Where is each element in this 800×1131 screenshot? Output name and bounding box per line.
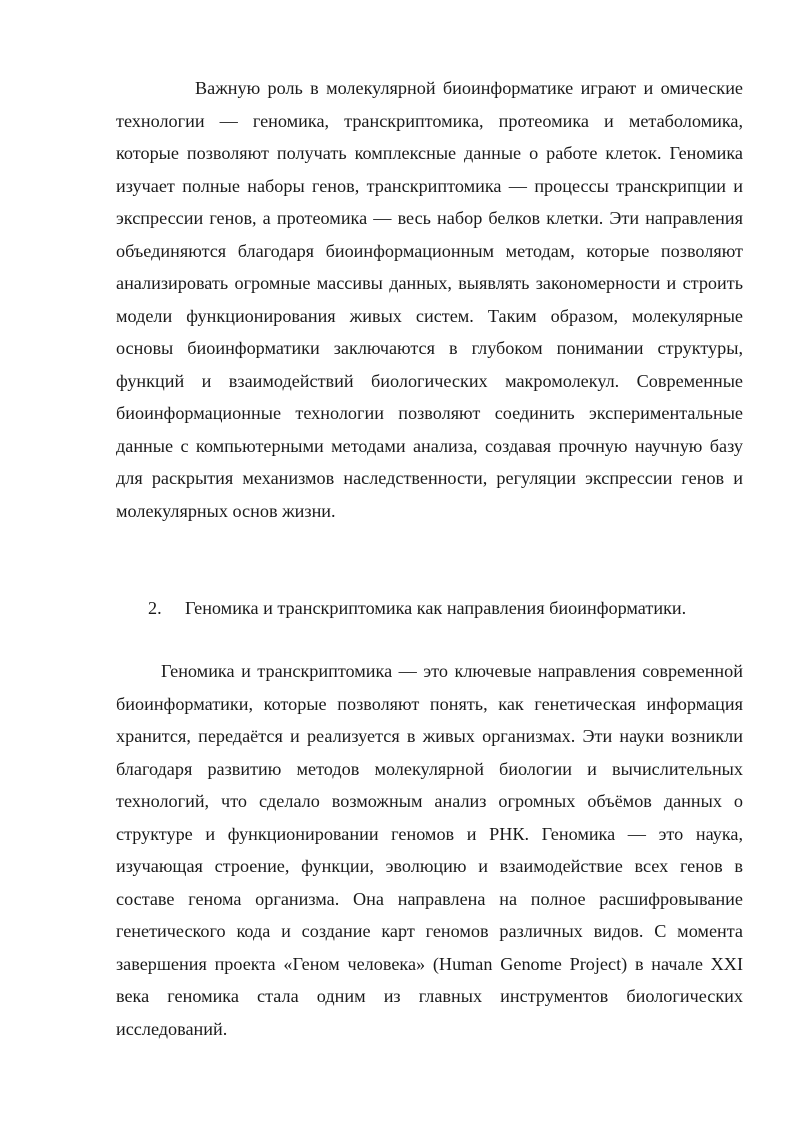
section-title: Геномика и транскриптомика как направления биоинформатики. (185, 598, 687, 618)
body-paragraph-genomics: Геномика и транскриптомика — это ключевые направления современной биоинформатики, которые позволяют понять, как генетическая информация хранится, передаётся и реализуется в живых организмах. Эти науки возникли благодаря развитию методов молекулярной биологии и вычислительных технологий, что сделало возможным анализ огромных объёмов данных о структуре и функционировании геномов и РНК. Геномика — это наука, изучающая строение, функции, эволюцию и взаимодействие всех генов в составе генома организма. Она направлена на полное расшифровывание генетического кода и создание карт геномов различных видов. С момента завершения проекта «Геном человека» (Human Genome Project) в начале XXI века геномика стала одним из главных инструментов биологических исследований. (116, 661, 743, 1039)
section-heading (148, 592, 748, 625)
section-number: 2. (148, 598, 162, 618)
body-paragraph-omics: Важную роль в молекулярной биоинформатике играют и омические технологии — геномика, транскриптомика, протеомика и метаболомика, которые позволяют получать комплексные данные о работе клеток. Геномика изучает полные наборы генов, транскриптомика — процессы транскрипции и экспрессии генов, а протеомика — весь набор белков клетки. Эти направления объединяются благодаря биоинформационным методам, которые позволяют анализировать огромные массивы данных, выявлять закономерности и строить модели функционирования живых систем. Таким образом, молекулярные основы биоинформатики заключаются в глубоком понимании структуры, функций и взаимодействий биологических макромолекул. Современные биоинформационные технологии позволяют соединить экспериментальные данные с компьютерными методами анализа, создавая прочную научную базу для раскрытия механизмов наследственности, регуляции экспрессии генов и молекулярных основ жизни. (116, 78, 743, 521)
